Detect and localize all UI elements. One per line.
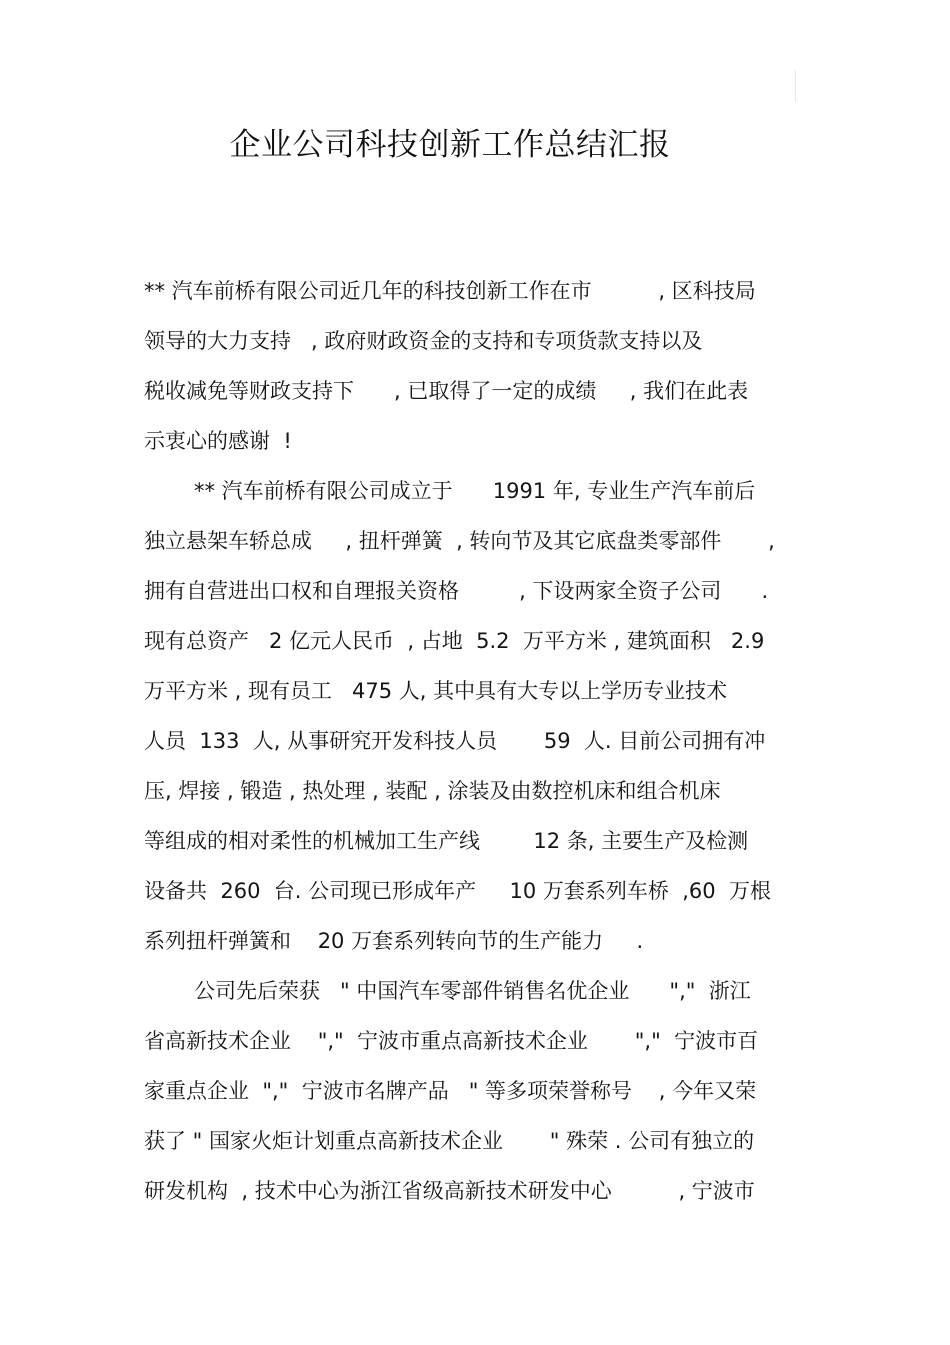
- body-line: 万平方米 , 现有员工 475 人, 其中具有大专以上学历专业技术: [144, 679, 728, 703]
- body-line: 省高新技术企业 "," 宁波市重点高新技术企业 "," 宁波市百: [144, 1029, 759, 1053]
- body-line: 公司先后荣获 " 中国汽车零部件销售名优企业 "," 浙江: [194, 979, 751, 1003]
- body-line: 拥有自营进出口权和自理报关资格 , 下设两家全资子公司 .: [144, 579, 769, 603]
- body-line: 独立悬架车轿总成 , 扭杆弹簧 , 转向节及其它底盘类零部件 ,: [144, 529, 775, 553]
- body-line: 获了 " 国家火炬计划重点高新技术企业 " 殊荣 . 公司有独立的: [144, 1129, 755, 1153]
- document-body: [144, 266, 808, 1216]
- body-line: 家重点企业 "," 宁波市名牌产品 " 等多项荣誉称号 , 今年又荣: [144, 1079, 757, 1103]
- body-line: 研发机构 , 技术中心为浙江省级高新技术研发中心 , 宁波市: [144, 1179, 755, 1203]
- body-line: 现有总资产 2 亿元人民币 , 占地 5.2 万平方米 , 建筑面积 2.9: [144, 629, 765, 653]
- document-title: 企业公司科技创新工作总结汇报: [229, 127, 671, 163]
- page-corner-mark: [795, 70, 796, 102]
- body-line: 人员 133 人, 从事研究开发科技人员 59 人. 目前公司拥有冲: [144, 729, 766, 753]
- body-line: ** 汽车前桥有限公司近几年的科技创新工作在市 , 区科技局: [144, 279, 756, 303]
- body-line: 系列扭杆弹簧和 20 万套系列转向节的生产能力 .: [144, 929, 644, 953]
- body-line: ** 汽车前桥有限公司成立于 1991 年, 专业生产汽车前后: [194, 479, 756, 503]
- body-line: 等组成的相对柔性的机械加工生产线 12 条, 主要生产及检测: [144, 829, 749, 853]
- body-line: 示衷心的感谢 !: [144, 429, 292, 453]
- body-line: 税收减免等财政支持下 , 已取得了一定的成绩 , 我们在此表: [144, 379, 749, 403]
- body-line: 领导的大力支持 , 政府财政资金的支持和专项货款支持以及: [144, 329, 703, 353]
- body-line: 设备共 260 台. 公司现已形成年产 10 万套系列车桥 ,60 万根: [144, 879, 772, 903]
- body-line: 压, 焊接 , 锻造 , 热处理 , 装配 , 涂装及由数控机床和组合机床: [144, 779, 721, 803]
